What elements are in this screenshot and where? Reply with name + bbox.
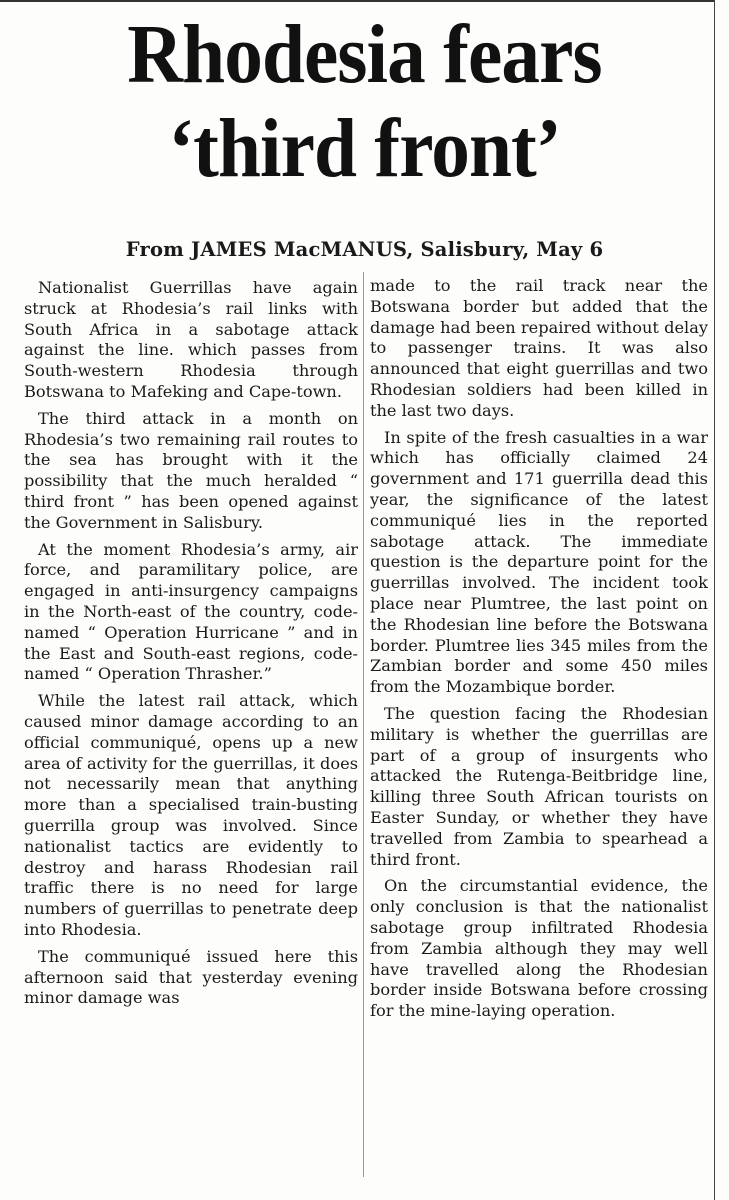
paragraph: While the latest rail attack, which caused minor damage according to an official communiqué, opens up a new area of activity for the guerrillas, it does not necessarily mean that anything more than a specialised train-busting guerrilla group was involved. Since nationalist tactics are evidently to destroy and harass Rhodesian rail traffic there is no need for large numbers of guerrillas to penetrate deep into Rhodesia. [24, 691, 358, 939]
paragraph: The question facing the Rhodesian military is whether the guerrillas are part of a group of insurgents who attacked the Rutenga-Beitbridge line, killing three South African tourists on Easter Sunday, or whether they have travelled from Zambia to spearhead a third front. [370, 703, 708, 869]
article-column-left [24, 278, 358, 1015]
headline-line-1: Rhodesia fears [127, 8, 602, 101]
byline-dateline: From JAMES MacMANUS, Salisbury, May 6 [125, 238, 604, 261]
paragraph: The communiqué issued here this afternoon said that yesterday evening minor damage was [24, 946, 358, 1008]
paragraph: The third attack in a month on Rhodesia’s two remaining rail routes to the sea has brought with it the possibility that the much heralded “ third front ” has been opened against the Government in Salisbury. [24, 408, 358, 532]
paragraph-continued: made to the rail track near the Botswana border but added that the damage had been repaired without delay to passenger trains. It was also announced that eight guerrillas and two Rhodesian soldiers had been killed in the last two days. [370, 276, 708, 420]
column-divider [363, 272, 364, 1177]
paragraph: On the circumstantial evidence, the only conclusion is that the nationalist sabotage group infiltrated Rhodesia from Zambia although they may well have travelled along the Rhodesian border inside Botswana before crossing for the mine-laying operation. [370, 876, 708, 1021]
paragraph: Nationalist Guerrillas have again struck at Rhodesia’s rail links with South Africa in a sabotage attack against the line. which passes from South-western Rhodesia through Botswana to Mafeking and Cape-town. [24, 278, 358, 401]
headline [29, 8, 700, 196]
headline-line-2: ‘third front’ [168, 102, 561, 195]
article-column-right [370, 276, 708, 1028]
paragraph: At the moment Rhodesia’s army, air force, and paramilitary police, are engaged in anti-insurgency campaigns in the North-east of the country, code-named “ Operation Hurricane ” and in the East and South-east regions, code-named “ Operation Thrasher.” [24, 539, 358, 684]
paragraph: In spite of the fresh casualties in a war which has officially claimed 24 government and 171 guerrilla dead this year, the significance of the latest communiqué lies in the reported sabotage attack. The immediate question is the departure point for the guerrillas involved. The incident took place near Plumtree, the last point on the Rhodesian line before the Botswana border. Plumtree lies 345 miles from the Zambian border and some 450 miles from the Mozambique border. [370, 427, 708, 697]
top-border [0, 0, 729, 2]
adjacent-column-edge [714, 0, 729, 1200]
